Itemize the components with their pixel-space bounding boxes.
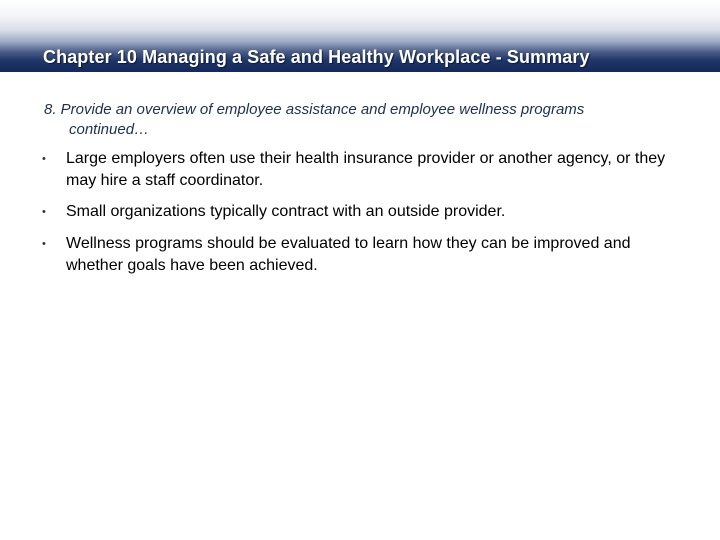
- bullet-item: [42, 148, 682, 192]
- bullet-marker: •: [42, 238, 46, 250]
- bullet-marker: •: [42, 206, 46, 218]
- title-bar: [0, 0, 720, 72]
- bullet-item: [42, 233, 682, 277]
- bullet-text: Large employers often use their health insurance provider or another agency, or they may hire a staff coordinator.: [66, 150, 666, 189]
- bullet-marker: •: [42, 153, 46, 165]
- subheading-line-1: 8. Provide an overview of employee assistance and employee wellness programs: [44, 101, 585, 118]
- bullet-text: Wellness programs should be evaluated to learn how they can be improved and whether goals have been achieved.: [66, 235, 631, 274]
- bullet-text: Small organizations typically contract with an outside provider.: [66, 203, 506, 220]
- section-subheading: [44, 100, 684, 140]
- slide-title: Chapter 10 Managing a Safe and Healthy Workplace - Summary: [43, 47, 590, 67]
- bullet-item: [42, 201, 682, 223]
- subheading-line-2: continued…: [69, 121, 150, 138]
